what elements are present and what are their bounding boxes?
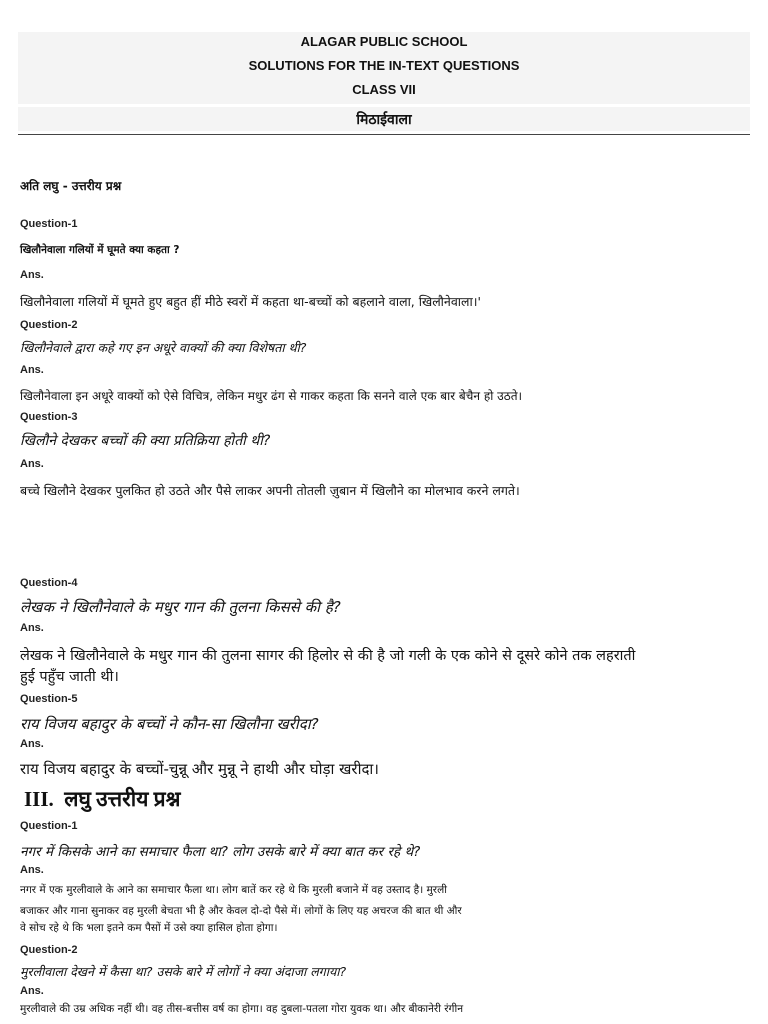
question-label: Question-5 [20, 693, 78, 705]
answer-label: Ans. [20, 364, 44, 376]
question-text: राय विजय बहादुर के बच्चों ने कौन-सा खिलौना खरीदा? [20, 715, 319, 733]
question-text: मुरलीवाला देखने में कैसा था? उसके बारे में लोगों ने क्या अंदाजा लगाया? [20, 964, 347, 979]
answer-text: बच्चे खिलौने देखकर पुलकित हो उठते और पैसे लाकर अपनी तोतली ज़ुबान में खिलौने का मोलभाव करने लगते। [20, 483, 520, 498]
document-subtitle: SOLUTIONS FOR THE IN-TEXT QUESTIONS [248, 58, 520, 73]
header-band [18, 32, 750, 104]
section-heading: III. लघु उत्तरीय प्रश्न [24, 787, 181, 811]
question-label: Question-3 [20, 411, 78, 423]
question-label: Question-2 [20, 944, 78, 956]
question-label: Question-1 [20, 820, 78, 832]
answer-text: खिलौनेवाला गलियों में घूमते हुए बहुत हीं मीठे स्वरों में कहता था-बच्चों को बहलाने वाला, खिलौनेवाला।' [20, 294, 481, 309]
answer-label: Ans. [20, 738, 44, 750]
question-text: खिलौने देखकर बच्चों की क्या प्रतिक्रिया होती थी? [20, 433, 271, 449]
answer-label: Ans. [20, 864, 44, 876]
answer-text: मुरलीवाले की उम्र अधिक नहीं थी। वह तीस-बत्तीस वर्ष का होगा। वह दुबला-पतला गोरा युवक था। और बीकानेरी रंगीन [20, 1003, 464, 1015]
answer-text: वे सोच रहे थे कि भला इतने कम पैसों में उसे क्या हासिल होता होगा। [20, 922, 278, 934]
answer-label: Ans. [20, 458, 44, 470]
question-label: Question-4 [20, 577, 78, 589]
school-name: ALAGAR PUBLIC SCHOOL [300, 34, 468, 49]
section-title: अति लघु - उत्तरीय प्रश्न [20, 179, 122, 193]
question-text: खिलौनेवाले द्वारा कहे गए इन अधूरे वाक्यों की क्या विशेषता थी? [20, 340, 307, 355]
header-divider [18, 134, 750, 135]
class-label: CLASS VII [352, 82, 416, 97]
chapter-title: मिठाईवाला [18, 107, 750, 131]
answer-text: नगर में एक मुरलीवाले के आने का समाचार फैला था। लोग बातें कर रहे थे कि मुरली बजाने में वह उस्ताद है। मुरली [20, 884, 447, 896]
question-text: खिलौनेवाला गलियों में घूमते क्या कहता ? [20, 244, 180, 256]
answer-text: बजाकर और गाना सुनाकर वह मुरली बेचता भी है और केवल दो-दो पैसे में। लोगों के लिए यह अचरज की बात थी और [20, 905, 462, 917]
answer-label: Ans. [20, 985, 44, 997]
question-label: Question-2 [20, 319, 78, 331]
question-label: Question-1 [20, 218, 78, 230]
answer-text: खिलौनेवाला इन अधूरे वाक्यों को ऐसे विचित्र, लेकिन मधुर ढंग से गाकर कहता कि सनने वाले एक बार बेचैन हो उठते। [20, 389, 523, 403]
question-text: लेखक ने खिलौनेवाले के मधुर गान की तुलना किससे की है? [20, 598, 341, 616]
answer-text: राय विजय बहादुर के बच्चों-चुन्नू और मुन्नू ने हाथी और घोड़ा खरीदा। [20, 760, 379, 778]
answer-text: हुई पहुँच जाती थी। [20, 669, 119, 685]
answer-label: Ans. [20, 622, 44, 634]
answer-label: Ans. [20, 269, 44, 281]
question-text: नगर में किसके आने का समाचार फैला था? लोग उसके बारे में क्या बात कर रहे थे? [20, 844, 421, 860]
answer-text: लेखक ने खिलौनेवाले के मधुर गान की तुलना सागर की हिलोर से की है जो गली के एक कोने से दूसरे कोने तक लहराती [20, 648, 636, 664]
